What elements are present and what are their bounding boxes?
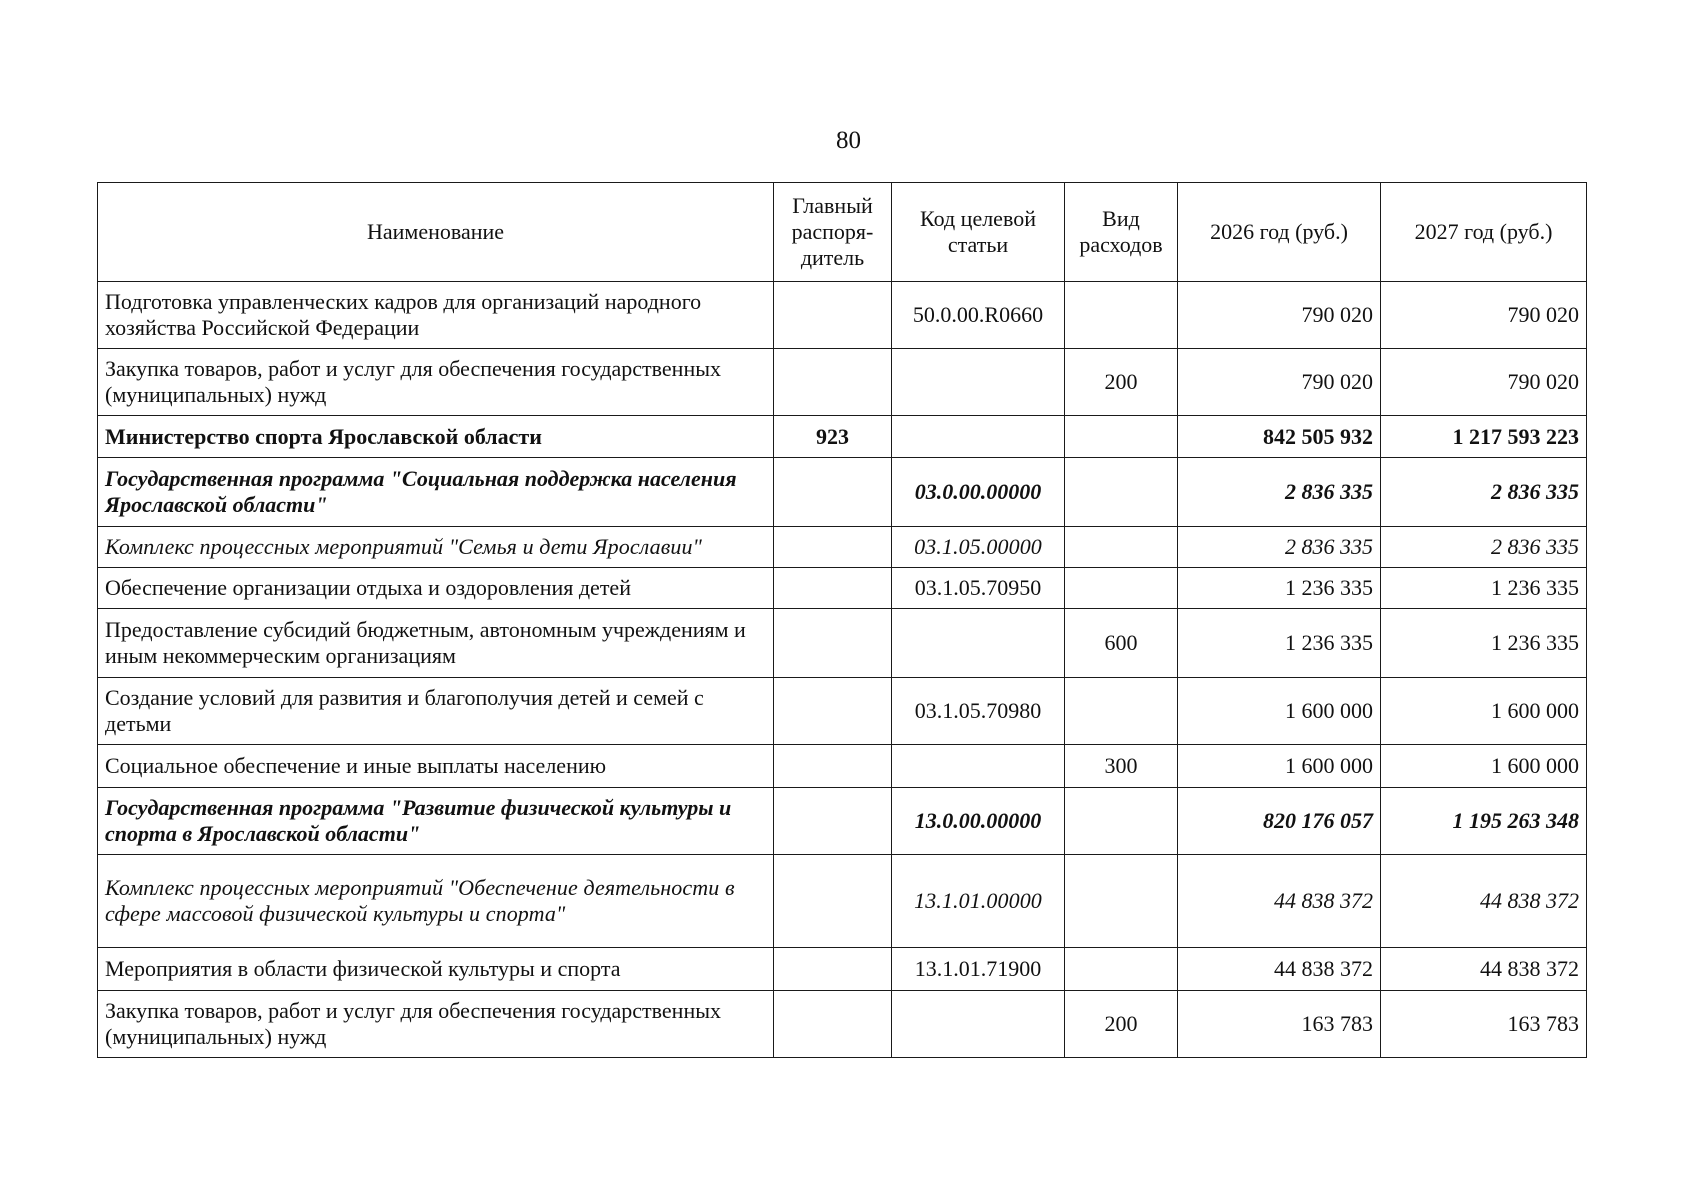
cell-name: Подготовка управленческих кадров для организаций народного хозяйства Российской Федерации (98, 282, 774, 349)
table-row (98, 416, 1587, 458)
cell-name: Предоставление субсидий бюджетным, автономным учреждениям и иным некоммерческим организациям (98, 609, 774, 678)
cell-code (892, 609, 1065, 678)
table-row (98, 788, 1587, 855)
cell-admin (774, 948, 892, 991)
cell-type (1065, 678, 1178, 745)
cell-2026: 1 600 000 (1178, 745, 1381, 788)
cell-type (1065, 527, 1178, 568)
cell-admin (774, 788, 892, 855)
cell-admin (774, 745, 892, 788)
table-row (98, 745, 1587, 788)
cell-admin (774, 458, 892, 527)
cell-code: 03.1.05.70980 (892, 678, 1065, 745)
cell-2026: 163 783 (1178, 991, 1381, 1058)
cell-admin (774, 855, 892, 948)
header-name: Наименование (98, 183, 774, 282)
header-admin: Главный распоря-дитель (774, 183, 892, 282)
cell-2026: 1 236 335 (1178, 609, 1381, 678)
cell-code: 03.1.05.00000 (892, 527, 1065, 568)
table-row (98, 855, 1587, 948)
cell-code: 13.1.01.71900 (892, 948, 1065, 991)
header-type: Вид расходов (1065, 183, 1178, 282)
cell-2027: 163 783 (1381, 991, 1587, 1058)
cell-admin: 923 (774, 416, 892, 458)
cell-2026: 820 176 057 (1178, 788, 1381, 855)
table-row (98, 527, 1587, 568)
cell-2027: 44 838 372 (1381, 855, 1587, 948)
cell-code (892, 416, 1065, 458)
cell-type: 200 (1065, 349, 1178, 416)
table-row (98, 678, 1587, 745)
cell-code (892, 991, 1065, 1058)
header-2026: 2026 год (руб.) (1178, 183, 1381, 282)
cell-type (1065, 282, 1178, 349)
cell-admin (774, 527, 892, 568)
budget-table (97, 182, 1587, 1058)
cell-2026: 1 236 335 (1178, 568, 1381, 609)
cell-name: Закупка товаров, работ и услуг для обеспечения государственных (муниципальных) нужд (98, 991, 774, 1058)
cell-name: Государственная программа "Социальная поддержка населения Ярославской области" (98, 458, 774, 527)
table-row (98, 458, 1587, 527)
cell-type (1065, 416, 1178, 458)
cell-type: 200 (1065, 991, 1178, 1058)
cell-admin (774, 349, 892, 416)
cell-admin (774, 568, 892, 609)
cell-2026: 44 838 372 (1178, 855, 1381, 948)
table-row (98, 349, 1587, 416)
cell-name: Обеспечение организации отдыха и оздоровления детей (98, 568, 774, 609)
cell-name: Мероприятия в области физической культуры и спорта (98, 948, 774, 991)
cell-name: Создание условий для развития и благополучия детей и семей с детьми (98, 678, 774, 745)
cell-type: 300 (1065, 745, 1178, 788)
cell-2027: 1 217 593 223 (1381, 416, 1587, 458)
cell-name: Закупка товаров, работ и услуг для обеспечения государственных (муниципальных) нужд (98, 349, 774, 416)
cell-type (1065, 948, 1178, 991)
cell-code: 03.0.00.00000 (892, 458, 1065, 527)
cell-2027: 1 600 000 (1381, 678, 1587, 745)
cell-admin (774, 678, 892, 745)
table-row (98, 282, 1587, 349)
header-code: Код целевой статьи (892, 183, 1065, 282)
cell-2026: 790 020 (1178, 349, 1381, 416)
cell-2027: 1 236 335 (1381, 568, 1587, 609)
cell-2027: 2 836 335 (1381, 458, 1587, 527)
table-row (98, 948, 1587, 991)
cell-name: Комплекс процессных мероприятий "Семья и дети Ярославии" (98, 527, 774, 568)
cell-2027: 1 195 263 348 (1381, 788, 1587, 855)
table-header-row (98, 183, 1587, 282)
cell-type (1065, 458, 1178, 527)
page-number: 80 (836, 127, 861, 154)
cell-code: 13.1.01.00000 (892, 855, 1065, 948)
cell-name: Социальное обеспечение и иные выплаты населению (98, 745, 774, 788)
cell-code: 50.0.00.R0660 (892, 282, 1065, 349)
cell-2026: 842 505 932 (1178, 416, 1381, 458)
table-row (98, 991, 1587, 1058)
cell-name: Министерство спорта Ярославской области (98, 416, 774, 458)
cell-type (1065, 855, 1178, 948)
cell-admin (774, 609, 892, 678)
cell-2026: 44 838 372 (1178, 948, 1381, 991)
cell-name: Государственная программа "Развитие физической культуры и спорта в Ярославской области" (98, 788, 774, 855)
cell-code: 13.0.00.00000 (892, 788, 1065, 855)
cell-2026: 2 836 335 (1178, 458, 1381, 527)
cell-type (1065, 568, 1178, 609)
cell-2027: 1 236 335 (1381, 609, 1587, 678)
cell-type (1065, 788, 1178, 855)
header-2027: 2027 год (руб.) (1381, 183, 1587, 282)
cell-2027: 2 836 335 (1381, 527, 1587, 568)
cell-2026: 1 600 000 (1178, 678, 1381, 745)
table-row (98, 609, 1587, 678)
cell-2027: 1 600 000 (1381, 745, 1587, 788)
cell-2027: 790 020 (1381, 349, 1587, 416)
cell-code: 03.1.05.70950 (892, 568, 1065, 609)
cell-2026: 2 836 335 (1178, 527, 1381, 568)
cell-admin (774, 991, 892, 1058)
cell-2027: 44 838 372 (1381, 948, 1587, 991)
cell-name: Комплекс процессных мероприятий "Обеспечение деятельности в сфере массовой физической культуры и спорта" (98, 855, 774, 948)
cell-code (892, 349, 1065, 416)
cell-2026: 790 020 (1178, 282, 1381, 349)
table-row (98, 568, 1587, 609)
cell-code (892, 745, 1065, 788)
cell-admin (774, 282, 892, 349)
table-body (98, 282, 1587, 1058)
cell-2027: 790 020 (1381, 282, 1587, 349)
cell-type: 600 (1065, 609, 1178, 678)
